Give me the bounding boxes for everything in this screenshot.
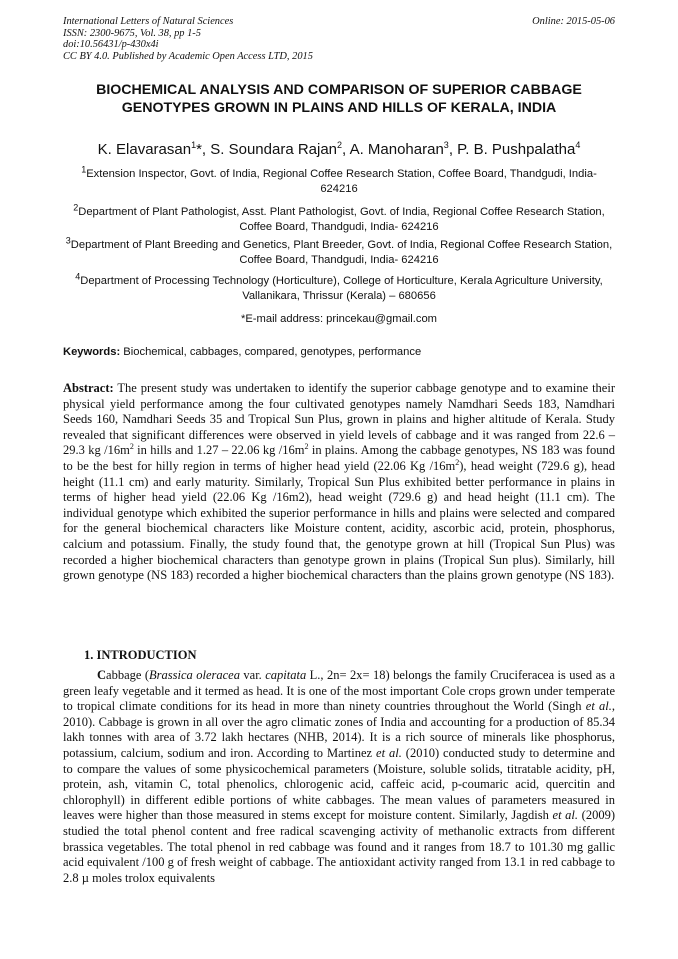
affiliation-mark: 1 [81, 164, 87, 175]
affiliation [63, 202, 615, 236]
affiliation-text: Extension Inspector, Govt. of India, Regional Coffee Research Station, Coffee Board, Thandgudi, India- 624216 [86, 168, 597, 196]
affiliation-mark: 2 [73, 202, 79, 213]
keywords [63, 345, 615, 360]
keywords-text: Biochemical, cabbages, compared, genotypes, performance [120, 346, 422, 358]
journal-name: International Letters of Natural Sciences [63, 16, 234, 27]
keywords-label: Keywords: [63, 346, 121, 358]
author-list [63, 141, 615, 159]
abstract-label: Abstract: [63, 381, 114, 395]
journal-license: CC BY 4.0. Published by Academic Open Access LTD, 2015 [63, 50, 313, 62]
journal-header [63, 16, 615, 62]
body-text: (2009) studied the total phenol content and free radical scavenging activity of methanolic extracts from different brassica vegetables. The total phenol in red cabbage was found and it ranges from 18.7 to 101.30 mg gallic acid equivalent /100 g of fresh weight of cabbage. The antioxidant activity ranged from 13.1 in red cabbage to 2.8 µ moles trolox equivalents [63, 808, 615, 885]
body-text: L., 2n= 2x= 18) belongs the family Cruciferacea is used as a green leafy vegetable and it termed as head. It is one of the most important Cole crops grown under temperate to tropical climate conditions for its head in more than ninety countries throughout the World (Singh [63, 668, 615, 714]
superscript: 2 [129, 442, 134, 452]
author-name: K. Elavarasan [97, 141, 192, 158]
affiliation [63, 271, 615, 305]
author-name: P. B. Pushpalatha [457, 141, 576, 158]
author-name: S. Soundara Rajan [210, 141, 338, 158]
affiliation-text: Department of Plant Breeding and Genetics, Plant Breeder, Govt. of India, Regional Coffee Research Station, Coffee Board, Thandgudi, India- 624216 [70, 239, 613, 267]
author-affiliation-mark: 1 [191, 140, 197, 150]
paper-title: BIOCHEMICAL ANALYSIS AND COMPARISON OF SUPERIOR CABBAGE GENOTYPES GROWN IN PLAINS AND HILLS OF KERALA, INDIA [96, 82, 582, 116]
superscript: 2 [304, 442, 309, 452]
body-text: , 2010). Cabbage is grown in all over the agro climatic zones of India and accounting for a production of 85.34 lakh tonnes with area of 3.72 lakh hectares (NHB, 2014). It is a rich source of minerals like phosphorus, potassium, calcium, sodium and iron. According to Martinez [63, 699, 615, 760]
corresponding-email[interactable]: *E-mail address: princekau@gmail.com [240, 313, 438, 325]
abstract-text: The present study was undertaken to identify the superior cabbage genotype and to examine their physical yield performance among the four cultivated genotypes namely Namdhari Seeds 183, Namdhari Seeds 160, Namdhari Seeds 35 and Tropical Sun Plus, grown in plains and higher altitude of Kerala. Study revealed that significant differences were observed in yield levels of cabbage and it was ranged from 22.6 – 29.3 kg /16m [63, 381, 615, 458]
italic-text: et al. [585, 699, 612, 714]
italic-text: Brassica oleracea [149, 668, 240, 682]
abstract-text: in plains. Among the cabbage genotypes, NS 183 was found to be the best for hilly region in terms of higher head yield (22.06 Kg /16m [63, 443, 616, 473]
abstract-text: in hills and 1.27 – 22.06 kg /16m [133, 443, 305, 458]
journal-doi[interactable]: doi:10.56431/p-430x4i [63, 39, 159, 51]
online-date: Online: 2015-05-06 [532, 16, 615, 27]
superscript: 2 [455, 457, 460, 467]
italic-text: et al. [376, 745, 402, 760]
body-text: abbage ( [106, 668, 150, 682]
affiliation [63, 164, 615, 198]
author-separator: , [448, 141, 458, 158]
affiliation-mark: 4 [75, 271, 81, 282]
affiliation-text: Department of Processing Technology (Horticulture), College of Horticulture, Kerala Agriculture University, Vallanikara, Thrissur (Kerala) – 680656 [80, 275, 603, 303]
author-name: A. Manoharan [349, 141, 444, 158]
author-affiliation-mark: 4 [575, 140, 581, 150]
italic-text: capitata [265, 668, 307, 682]
introduction-paragraph [63, 668, 615, 886]
section-heading: 1. INTRODUCTION [84, 648, 197, 662]
abstract-text: ), head weight (729.6 g), head height (11.1 cm) and early maturity. Similarly, Tropical Sun Plus exhibited better performance in plains in terms of higher head yield (22.06 Kg /16m2), head weight (729.6 g) and head height (11.1 cm). The individual genotype which exhibited the superior performance in hills and plains were selected and compared for the general biochemical characters like Moisture content, acidity, ascorbic acid, protein, phosphorus, calcium and potassium. Finally, the study found that, the genotype grown at hill (Tropical Sun Plus) was recorded a higher biochemical characters than genotype grown in plains (Tropical Sun plus). Similarly, hill grown genotype (NS 183) recorded a higher biochemical characters than the plains grown genotype (NS 183). [63, 458, 615, 583]
author-separator: *, [196, 141, 211, 158]
italic-text: et al. [552, 808, 579, 823]
affiliation-mark: 3 [65, 235, 71, 246]
affiliation [63, 235, 615, 269]
author-affiliation-mark: 2 [337, 140, 343, 150]
author-affiliation-mark: 3 [443, 140, 449, 150]
journal-issn: ISSN: 2300-9675, Vol. 38, pp 1-5 [63, 27, 201, 39]
body-text: (2010) conducted study to determine and to compare the values of some physicochemical parameters (Moisture, soluble solids, titratable acidity, pH, protein, ash, vitamin C, total phenolics, chlorogenic acid, caffeic acid, p-coumaric acid, quercitin and chlorophyll) in different edible portions of white cabbages. The mean values of parameters measured in leaves were higher than those measured in stems except for moisture content. Similarly, Jagdish [63, 745, 615, 823]
body-text: var. [239, 668, 266, 682]
author-separator: , [342, 141, 350, 158]
abstract [63, 381, 615, 584]
affiliation-text: Department of Plant Pathologist, Asst. Plant Pathologist, Govt. of India, Regional Coffee Research Station, Coffee Board, Thandgudi, India- 624216 [78, 206, 605, 234]
drop-letter: C [97, 668, 107, 682]
